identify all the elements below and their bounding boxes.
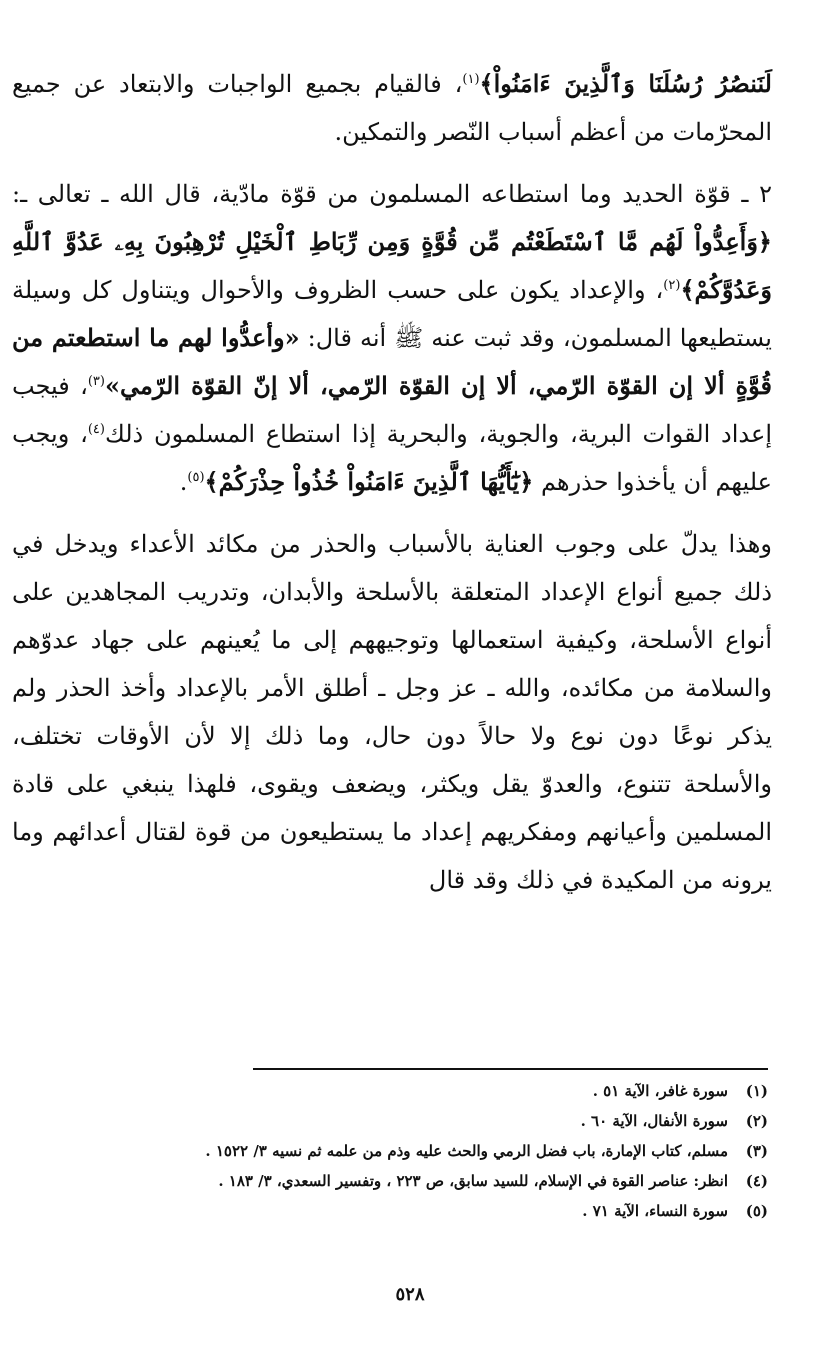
footnote-number: (١) [745,1082,768,1100]
footnote-ref[interactable]: (١) [462,72,480,87]
paragraph-text: ، فيجب إعداد القوات البرية، والجوية، والبحرية إذا استطاع المسلمون ذلك [12,372,772,448]
footnote-item [48,1196,768,1226]
footnote-text: سورة النساء، الآية ٧١ . [582,1202,728,1220]
footnote-number: (٢) [745,1112,768,1130]
paragraph-3: وهذا يدلّ على وجوب العناية بالأسباب والحذر من مكائد الأعداء ويدخل في ذلك جميع أنواع الإعداد المتعلقة بالأسلحة والأبدان، وتدريب المجاهدين على أنواع الأسلحة، وكيفية استعمالها وتوجيههم إلى ما يُعينهم على جهاد عدوّهم والسلامة من مكائده، والله ـ عز وجل ـ أطلق الأمر بالإعداد وأخذ الحذر ولم يذكر نوعًا دون نوع ولا حالاً دون حال، وما ذلك إلا لأن الأوقات تختلف، والأسلحة تتنوع، والعدوّ يقل ويكثر، ويضعف ويقوى، فلهذا ينبغي على قادة المسلمين وأعيانهم ومفكريهم إعداد ما يستطيعون من قوة لقتال أعدائهم وما يرونه من المكيدة في ذلك وقد قال [12,530,773,894]
paragraph-text: ٢ ـ قوّة الحديد وما استطاعه المسلمون من قوّة مادّية، قال الله ـ تعالى ـ: [12,180,772,208]
paragraph-text: . [179,468,188,496]
footnote-ref[interactable]: (٤) [87,422,105,437]
hadith-quote: «وأعدُّوا لهم ما استطعتم من قُوَّةٍ ألا إن القوّة الرّمي، ألا إن القوّة الرّمي، ألا إنّ القوّة الرّمي» [12,323,772,400]
footnote-item [48,1106,768,1136]
footnote-text: مسلم، كتاب الإمارة، باب فضل الرمي والحث عليه وذم من علمه ثم نسيه ٣/ ١٥٢٢ . [205,1142,728,1160]
footnote-item [48,1076,768,1106]
paragraph-2 [12,170,772,506]
footnote-divider [253,1068,768,1070]
paragraph-text: ، فالقيام بجميع الواجبات والابتعاد عن جميع المحرّمات من أعظم أسباب النّصر والتمكين. [12,70,772,146]
paragraph-text: ، والإعداد يكون على حسب الظروف والأحوال ويتناول كل وسيلة يستطيعها المسلمون، وقد ثبت عنه ﷺ أنه قال: [12,276,772,352]
quran-verse: ﴿يَٰٓأَيُّهَا ٱلَّذِينَ ءَامَنُواْ خُذُواْ حِذْرَكُمْ﴾ [204,467,534,496]
quran-verse: ﴿وَأَعِدُّواْ لَهُم مَّا ٱسْتَطَعْتُم مِّن قُوَّةٍ وَمِن رِّبَاطِ ٱلْخَيْلِ تُرْهِبُونَ بِهِۦ عَدُوَّ ٱللَّهِ وَعَدُوَّكُمْ﴾ [12,227,772,304]
footnote-number: (٥) [745,1202,768,1220]
quran-verse: لَنَنصُرُ رُسُلَنَا وَٱلَّذِينَ ءَامَنُواْ﴾ [479,69,772,98]
footnote-text: سورة غافر، الآية ٥١ . [592,1082,728,1100]
paragraph-text: ، ويجب عليهم أن يأخذوا حذرهم [12,420,772,496]
footnote-ref[interactable]: (٣) [87,374,105,389]
footnotes [48,1076,768,1226]
footnote-ref[interactable]: (٥) [187,470,205,485]
page-body [12,60,772,904]
footnote-ref[interactable]: (٢) [663,278,681,293]
page-number: ٥٢٨ [395,1284,425,1305]
footnote-item [48,1166,768,1196]
footnote-number: (٣) [745,1142,768,1160]
paragraph-1 [12,60,772,156]
footnote-text: سورة الأنفال، الآية ٦٠ . [580,1112,728,1130]
footnote-text: انظر: عناصر القوة في الإسلام، للسيد سابق، ص ٢٢٣ ، وتفسير السعدي، ٣/ ١٨٣ . [218,1172,728,1190]
footnote-item [48,1136,768,1166]
footnote-number: (٤) [745,1172,768,1190]
